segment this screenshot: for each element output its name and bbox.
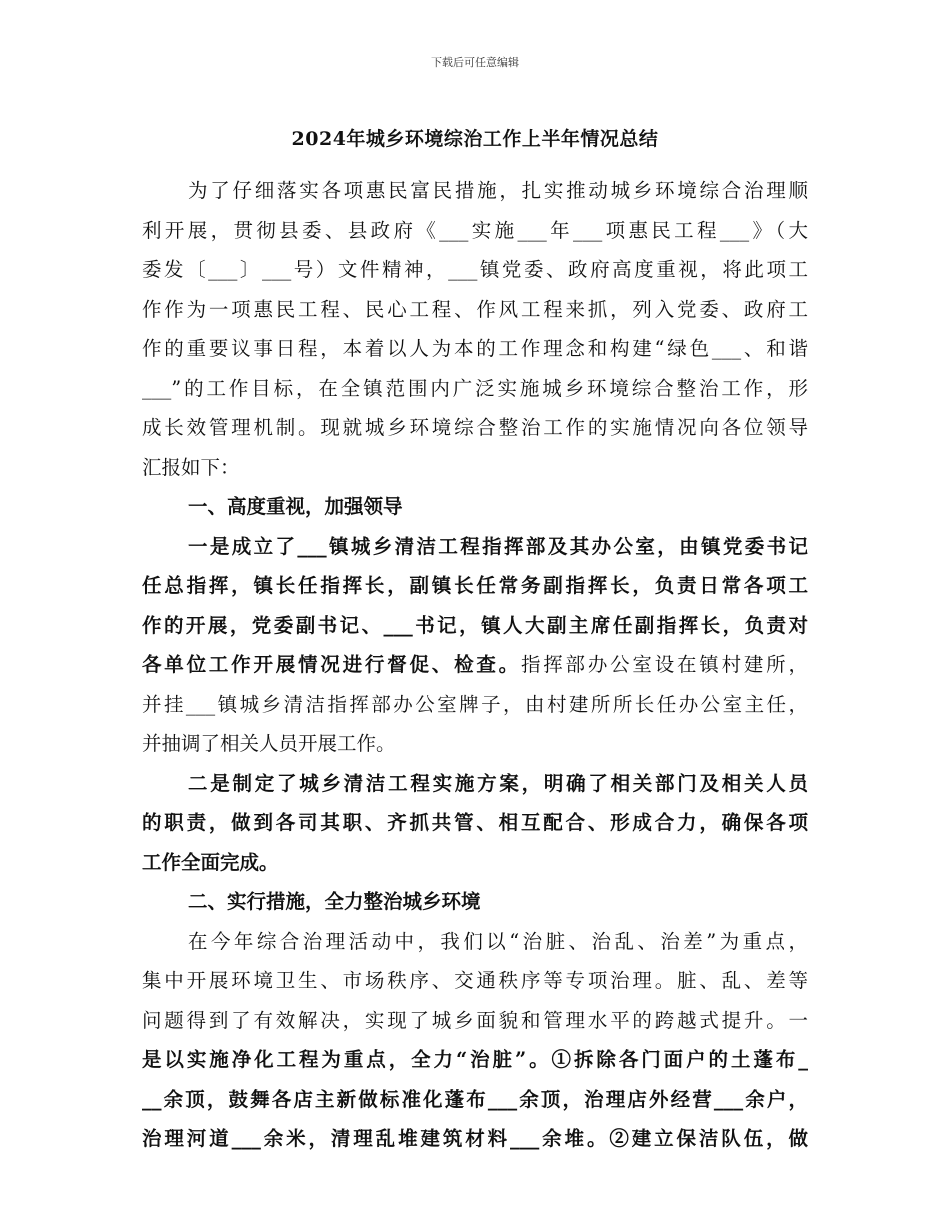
text-line: 并抽调了相关人员开展工作。: [142, 732, 396, 755]
text-line: [142, 645, 808, 685]
text-line: 工作全面完成。: [142, 850, 279, 874]
text-line: 成长效管理机制。现就城乡环境综合整治工作的实施情况向各位领导: [142, 416, 808, 439]
document-title: 2024年城乡环境综治工作上半年情况总结: [291, 128, 659, 150]
text-line: 汇报如下：: [142, 455, 240, 479]
text-line: 委发〔___〕___号）文件精神，___镇党委、政府高度重视，将此项工: [142, 258, 808, 281]
text-segment: 指挥部办公室设在镇村建所，: [520, 653, 808, 676]
text-line: 一是成立了___镇城乡清洁工程指挥部及其办公室，由镇党委书记: [188, 534, 808, 558]
text-line: 作的开展，党委副书记、___书记，镇人大副主席任副指挥长，负责对: [142, 613, 808, 637]
text-line: ___”的工作目标，在全镇范围内广泛实施城乡环境综合整治工作，形: [142, 376, 808, 400]
header-note: 下载后可任意编辑: [431, 56, 519, 69]
text-line: 利开展，贯彻县委、县政府《___实施___年___项惠民工程___》（大: [142, 218, 808, 242]
text-line: 并挂___镇城乡清洁指挥部办公室牌子，由村建所所长任办公室主任，: [142, 692, 808, 716]
text-line: 一、高度重视，加强领导: [188, 495, 403, 518]
text-line: 二、实行措施，全力整治城乡环境: [188, 890, 481, 913]
text-line: 集中开展环境卫生、市场秩序、交通秩序等专项治理。脏、乱、差等: [142, 969, 808, 992]
document-body: [142, 171, 808, 1159]
text-line: 二是制定了城乡清洁工程实施方案，明确了相关部门及相关人员: [188, 771, 808, 795]
text-line: 任总指挥，镇长任指挥长，副镇长任常务副指挥长，负责日常各项工: [142, 574, 808, 597]
text-line: 在今年综合治理活动中，我们以“治脏、治乱、治差”为重点，: [188, 929, 808, 953]
text-line: __余顶，鼓舞各店主新做标准化蓬布___余顶，治理店外经营___余户，: [142, 1087, 808, 1111]
text-line: 是以实施净化工程为重点，全力“治脏”。①拆除各门面户的土蓬布_: [142, 1048, 808, 1071]
text-line: 为了仔细落实各项惠民富民措施，扎实推动城乡环境综合治理顺: [188, 179, 808, 202]
text-line: 作的重要议事日程，本着以人为本的工作理念和构建“绿色___、和谐: [142, 337, 808, 360]
text-line: 的职责，做到各司其职、齐抓共管、相互配合、形成合力，确保各项: [142, 811, 808, 834]
text-line: 治理河道___余米，清理乱堆建筑材料___余堆。②建立保洁队伍，做: [142, 1127, 808, 1150]
text-line: 问题得到了有效解决，实现了城乡面貌和管理水平的跨越式提升。一: [142, 1008, 808, 1032]
text-line: 作作为一项惠民工程、民心工程、作风工程来抓，列入党委、政府工: [142, 297, 808, 321]
text-segment: 各单位工作开展情况进行督促、检查。: [142, 653, 521, 676]
